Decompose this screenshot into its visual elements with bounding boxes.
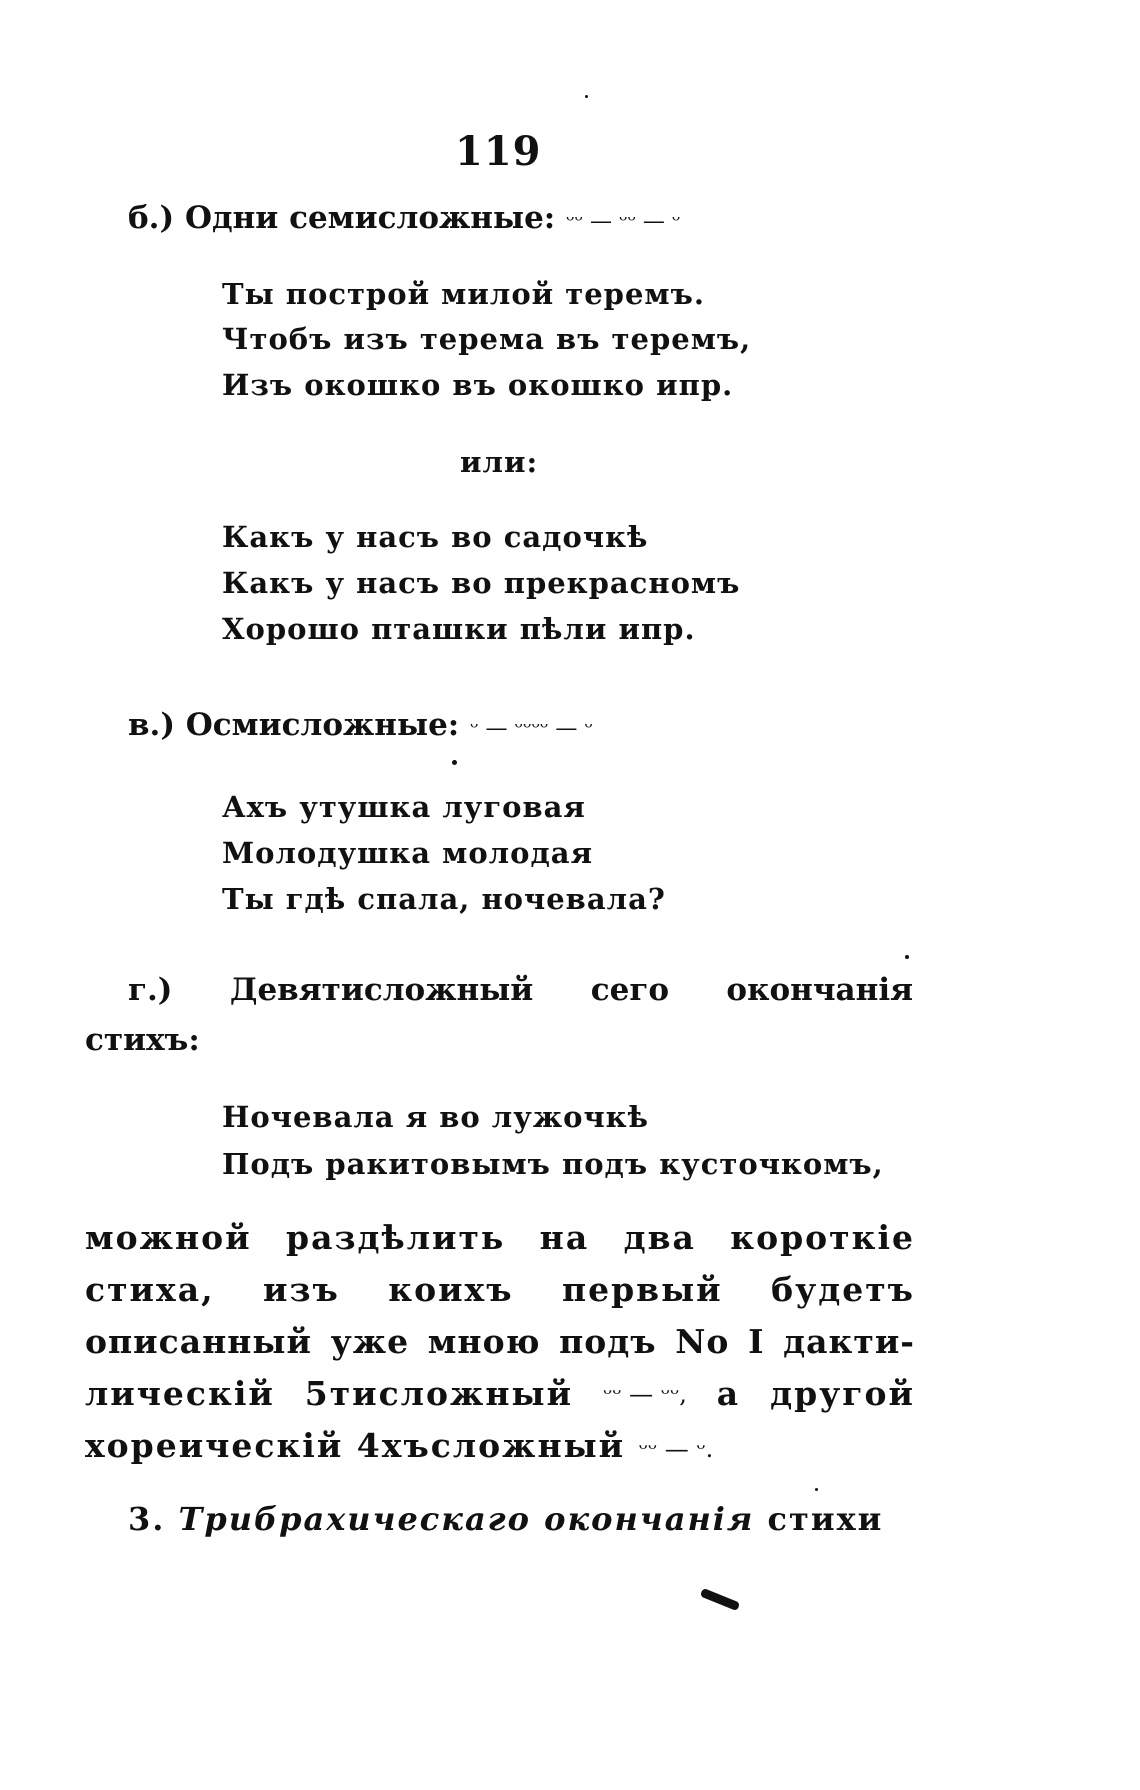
verse-line: Какъ у насъ во прекрасномъ [222,566,741,600]
verse-line: Чтобъ изъ терема въ теремъ, [222,322,752,356]
or-separator: или: [460,445,539,479]
verse-line: Ты построй милой теремъ. [222,277,705,311]
ink-speck [815,1488,818,1491]
section-g-label: г.) [128,972,173,1008]
prose-line [85,1426,713,1465]
word: I [748,1322,765,1361]
section-b-label: б.) [128,200,175,236]
word: два [623,1218,696,1257]
verse-line: Молодушка молодая [222,836,593,870]
page-number: 119 [455,128,542,175]
word: стиха, [85,1270,215,1309]
section-3-title: Трибрахическаго окончанія [178,1500,755,1538]
word: на [539,1218,590,1257]
prose-line [85,1322,915,1361]
prose-line [85,1270,915,1309]
section-3-number: 3. [128,1500,166,1538]
word: No [675,1322,730,1361]
word: лическій [85,1374,275,1413]
section-g-heading-end: стихъ: [85,1022,200,1058]
section-b-heading [128,200,680,236]
verse-line: Хорошо пташки пѣли ипр. [222,612,696,646]
section-g-heading [128,972,913,1008]
prose-line [85,1218,915,1257]
section-g-word: окончанія [726,972,913,1008]
meter-scheme: ᵕᵕ — ᵕᵕ, [602,1380,687,1408]
word: дакти- [783,1322,915,1361]
section-v-label: в.) [128,707,175,743]
word: изъ [262,1270,340,1309]
word: короткіе [730,1218,915,1257]
ink-speck [585,95,588,98]
word: другой [770,1374,915,1413]
word: раздѣлить [286,1218,506,1257]
word: первый [561,1270,723,1309]
verse-line: Ночевала я во лужочкѣ [222,1100,649,1134]
word: подъ [559,1322,657,1361]
prose-text: хореическій 4хъсложный [85,1426,626,1465]
word: описанный [85,1322,312,1361]
meter-scheme: ᵕᵕ — ᵕ. [638,1435,714,1463]
section-g-word: Девятисложный [229,972,534,1008]
word: 5тисложный [304,1374,574,1413]
section-v-heading [128,707,593,743]
word: коихъ [388,1270,514,1309]
word: можной [85,1218,252,1257]
section-v-meter: ᵕ — ᵕᵕᵕᵕ — ᵕ [470,716,593,741]
verse-line: Ты гдѣ спала, ночевала? [222,882,666,916]
ink-speck [905,955,909,959]
section-g-word: сего [590,972,669,1008]
section-v-title: Осмисложные: [185,707,460,743]
word: уже [330,1322,410,1361]
verse-line: Изъ окошко въ окошко ипр. [222,368,734,402]
section-3-title-end: стихи [767,1500,884,1538]
section-b-title: Одни семисложные: [184,200,556,236]
verse-line: Подъ ракитовымъ подъ кусточкомъ, [222,1147,884,1181]
word: мною [427,1322,541,1361]
verse-line: Какъ у насъ во садочкѣ [222,520,649,554]
section-3-heading [128,1500,883,1538]
verse-line: Ахъ утушка луговая [222,790,586,824]
section-b-meter: ᵕᵕ — ᵕᵕ — ᵕ [566,209,681,234]
word: а [716,1374,741,1413]
word: будетъ [771,1270,915,1309]
prose-line [85,1374,915,1413]
ink-speck [452,760,457,765]
ink-smudge [700,1588,740,1611]
